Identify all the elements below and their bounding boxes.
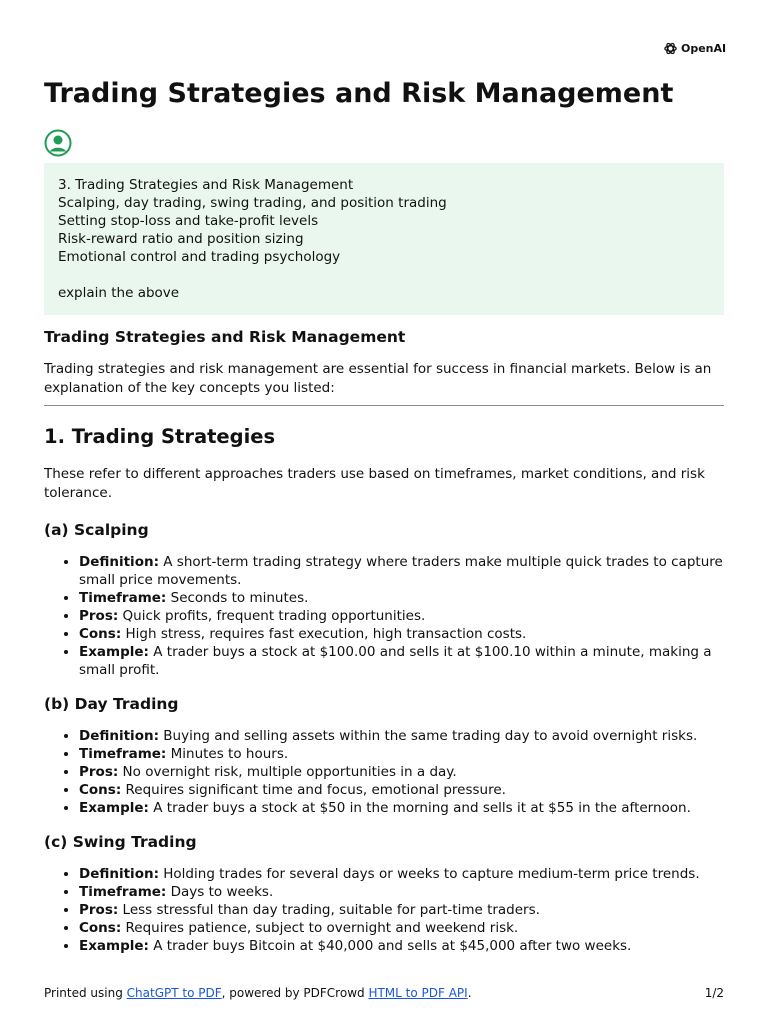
list-item: • Definition: Buying and selling assets within the same trading day to avoid overnight risks. <box>79 727 724 745</box>
prompt-line: Emotional control and trading psychology <box>58 249 341 265</box>
list-item: • Definition: Holding trades for several days or weeks to capture medium-term price trends. <box>79 865 724 883</box>
divider <box>44 405 724 406</box>
chatgpt-to-pdf-link[interactable]: ChatGPT to PDF <box>126 986 222 1000</box>
list-item: • Cons: Requires patience, subject to overnight and weekend risk. <box>79 919 724 937</box>
section-intro: These refer to different approaches traders use based on timeframes, market conditions, and risk tolerance. <box>44 466 705 501</box>
openai-icon <box>663 41 678 56</box>
swing-trading-list <box>44 865 724 955</box>
list-item: • Pros: No overnight risk, multiple opportunities in a day. <box>79 763 724 781</box>
answer-intro: Trading strategies and risk management are essential for success in financial markets. Below is an explanation of the key concepts you listed: <box>44 361 712 396</box>
list-item: • Timeframe: Days to weeks. <box>79 883 724 901</box>
page-title: Trading Strategies and Risk Management <box>44 78 674 109</box>
print-footer <box>44 985 724 1001</box>
prompt-line: Setting stop-loss and take-profit levels <box>58 213 319 229</box>
prompt-line: explain the above <box>58 285 180 301</box>
page-number: 1/2 <box>704 986 724 1000</box>
list-item: • Cons: Requires significant time and focus, emotional pressure. <box>79 781 724 799</box>
prompt-line: Risk-reward ratio and position sizing <box>58 231 304 247</box>
list-item: • Example: A trader buys a stock at $100.00 and sells it at $100.10 within a minute, making a small profit. <box>79 643 724 679</box>
subsection-title-scalping: (a) Scalping <box>44 521 149 539</box>
list-item: • Definition: A short-term trading strategy where traders make multiple quick trades to capture small price movements. <box>79 553 724 589</box>
answer-heading: Trading Strategies and Risk Management <box>44 328 406 346</box>
prompt-line: 3. Trading Strategies and Risk Management <box>58 177 354 193</box>
openai-logo <box>663 41 726 56</box>
scalping-list <box>44 553 724 679</box>
user-avatar-icon <box>44 129 72 157</box>
prompt-line <box>58 266 710 284</box>
subsection-title-day-trading: (b) Day Trading <box>44 695 179 713</box>
list-item: • Timeframe: Seconds to minutes. <box>79 589 724 607</box>
section-title: 1. Trading Strategies <box>44 425 276 448</box>
subsection-title-swing-trading: (c) Swing Trading <box>44 833 197 851</box>
list-item: • Pros: Quick profits, frequent trading opportunities. <box>79 607 724 625</box>
user-prompt-box <box>44 163 724 315</box>
list-item: • Example: A trader buys Bitcoin at $40,000 and sells at $45,000 after two weeks. <box>79 937 724 955</box>
brand-name: OpenAI <box>681 42 727 55</box>
list-item: • Cons: High stress, requires fast execution, high transaction costs. <box>79 625 724 643</box>
html-to-pdf-api-link[interactable]: HTML to PDF API <box>368 986 468 1000</box>
day-trading-list <box>44 727 724 817</box>
list-item: • Pros: Less stressful than day trading, suitable for part-time traders. <box>79 901 724 919</box>
footer-credit: Printed using ChatGPT to PDF, powered by PDFCrowd HTML to PDF API. <box>44 986 472 1000</box>
list-item: • Example: A trader buys a stock at $50 in the morning and sells it at $55 in the afternoon. <box>79 799 724 817</box>
prompt-line: Scalping, day trading, swing trading, and position trading <box>58 195 447 211</box>
list-item: • Timeframe: Minutes to hours. <box>79 745 724 763</box>
answer-content <box>44 326 724 955</box>
